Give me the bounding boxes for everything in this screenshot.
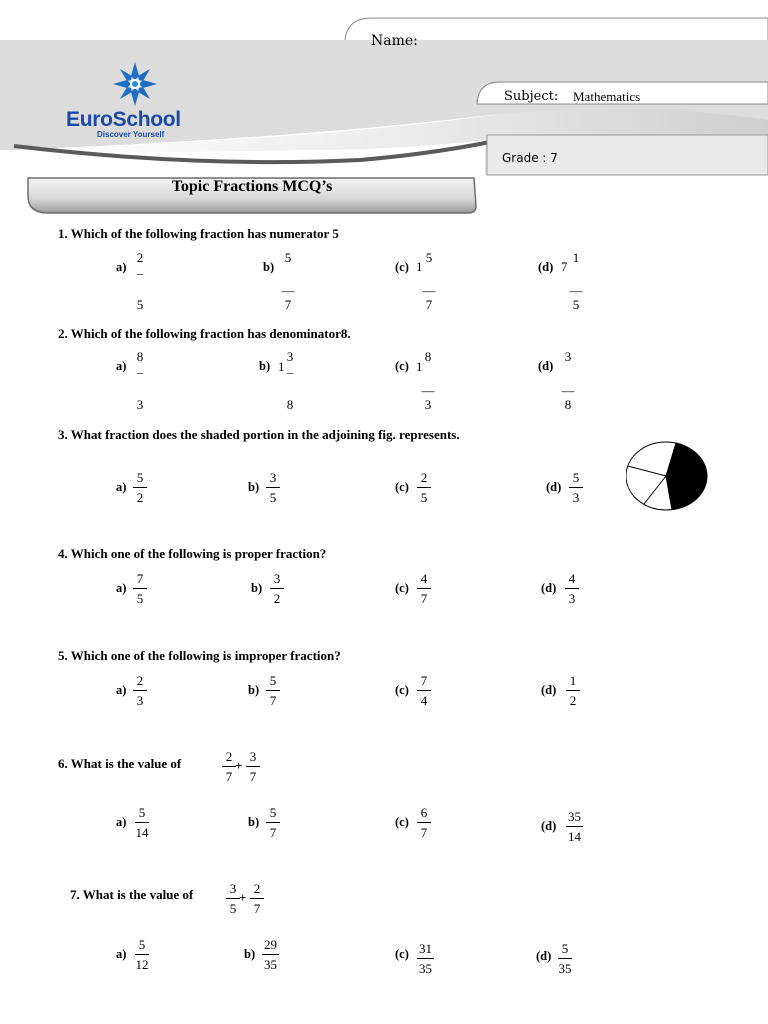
fraction: $\frac{6}{7}$ <box>417 806 431 839</box>
option-bottom: 5 <box>136 297 144 312</box>
option-dash: _ <box>136 261 144 276</box>
fraction: $\frac{5}{35}$ <box>558 941 572 976</box>
star-flower-icon <box>100 60 170 110</box>
option-label: (d) <box>541 819 557 833</box>
option-label: (d) <box>541 683 557 697</box>
option-label: a) <box>116 480 127 494</box>
option-label: a) <box>116 260 127 274</box>
fraction: $\frac{3}{2}$ <box>270 572 284 605</box>
brand-tagline: Discover Yourself <box>97 130 165 139</box>
question-5: 5. Which one of the following is improper fraction? <box>58 648 341 663</box>
fraction: $\frac{3}{7}$ <box>246 750 260 783</box>
option-label: b) <box>248 480 260 494</box>
fraction: $\frac{5}{2}$ <box>133 471 147 504</box>
option-top: 5 <box>425 250 433 265</box>
option-label: b) <box>244 947 256 961</box>
fraction: $\frac{1}{2}$ <box>566 674 580 707</box>
option-top: 1 <box>572 250 580 265</box>
option-label: (d) <box>538 359 554 373</box>
fraction: $\frac{35}{14}$ <box>568 809 581 844</box>
plus-sign: + <box>235 758 243 773</box>
shaded-pie-figure <box>626 440 710 512</box>
option-label: (c) <box>395 260 409 274</box>
option-label: b) <box>248 815 260 829</box>
fraction: $\frac{3}{5}$ <box>266 471 280 504</box>
brand-name: EuroSchool <box>66 108 181 131</box>
fraction: $\frac{2}{5}$ <box>417 471 431 504</box>
option-label: b) <box>248 683 260 697</box>
fraction: $\frac{5}{7}$ <box>266 674 280 707</box>
fraction: $\frac{7}{5}$ <box>133 572 147 605</box>
fraction: $\frac{5}{12}$ <box>135 937 149 972</box>
option-top: 3 <box>564 349 572 364</box>
option-label: a) <box>116 815 127 829</box>
option-dash: — <box>421 383 435 398</box>
option-bottom: 7 <box>425 297 433 312</box>
option-dash: — <box>281 283 295 298</box>
option-top: 8 <box>136 349 144 364</box>
option-label: b) <box>263 260 275 274</box>
option-bottom: 3 <box>136 397 144 412</box>
option-bottom: 5 <box>572 297 580 312</box>
option-label: (c) <box>395 815 409 829</box>
option-whole: 1 <box>416 259 423 274</box>
plus-sign: + <box>239 890 247 905</box>
option-label: b) <box>251 581 263 595</box>
subject-value: Mathematics <box>573 89 641 104</box>
fraction: $\frac{29}{35}$ <box>264 937 277 972</box>
option-label: a) <box>116 359 127 373</box>
option-label: a) <box>116 581 127 595</box>
fraction: $\frac{5}{3}$ <box>569 471 583 504</box>
option-dash: — <box>422 283 436 298</box>
option-bottom: 7 <box>284 297 292 312</box>
option-label: (c) <box>395 480 409 494</box>
question-7: 7. What is the value of <box>70 887 194 902</box>
option-label: b) <box>259 359 271 373</box>
option-top: 8 <box>424 349 432 364</box>
option-dash: _ <box>286 360 294 375</box>
subject-label: Subject: <box>504 89 559 104</box>
option-label: (d) <box>546 480 562 494</box>
option-top: 5 <box>284 250 292 265</box>
fraction: $\frac{31}{35}$ <box>419 941 432 976</box>
option-top: 3 <box>286 349 294 364</box>
option-label: (d) <box>541 581 557 595</box>
fraction: $\frac{7}{4}$ <box>417 674 431 707</box>
fraction: $\frac{3}{5}$ <box>226 882 240 915</box>
fraction: $\frac{2}{7}$ <box>222 750 236 783</box>
option-whole: 1 <box>278 359 285 374</box>
fraction: $\frac{5}{14}$ <box>135 805 149 840</box>
fraction: $\frac{4}{3}$ <box>565 572 579 605</box>
option-dash: _ <box>136 360 144 375</box>
option-top: 2 <box>136 250 144 265</box>
option-whole: 1 <box>416 359 423 374</box>
page-title: Topic Fractions MCQ’s <box>171 178 333 195</box>
option-label: (c) <box>395 359 409 373</box>
option-bottom: 8 <box>286 397 294 412</box>
option-bottom: 3 <box>424 397 432 412</box>
option-whole: 7 <box>561 259 568 274</box>
option-label: (c) <box>395 947 409 961</box>
option-label: (d) <box>538 260 554 274</box>
question-3: 3. What fraction does the shaded portion in the adjoining fig. represents. <box>58 427 460 442</box>
fraction: $\frac{2}{7}$ <box>250 882 264 915</box>
option-label: (c) <box>395 683 409 697</box>
fraction: $\frac{4}{7}$ <box>417 572 431 605</box>
name-label: Name: <box>371 33 418 49</box>
fraction: $\frac{5}{7}$ <box>266 806 280 839</box>
option-dash: — <box>561 383 575 398</box>
option-dash: — <box>569 283 583 298</box>
option-label: a) <box>116 683 127 697</box>
question-4: 4. Which one of the following is proper fraction? <box>58 546 327 561</box>
option-bottom: 8 <box>564 397 572 412</box>
question-1: 1. Which of the following fraction has numerator 5 <box>58 226 339 241</box>
question-6: 6. What is the value of <box>58 756 182 771</box>
option-label: (c) <box>395 581 409 595</box>
question-2: 2. Which of the following fraction has denominator8. <box>58 326 351 341</box>
option-label: a) <box>116 947 127 961</box>
option-label: (d) <box>536 949 552 963</box>
grade-label: Grade : 7 <box>502 151 558 165</box>
fraction: $\frac{2}{3}$ <box>133 674 147 707</box>
